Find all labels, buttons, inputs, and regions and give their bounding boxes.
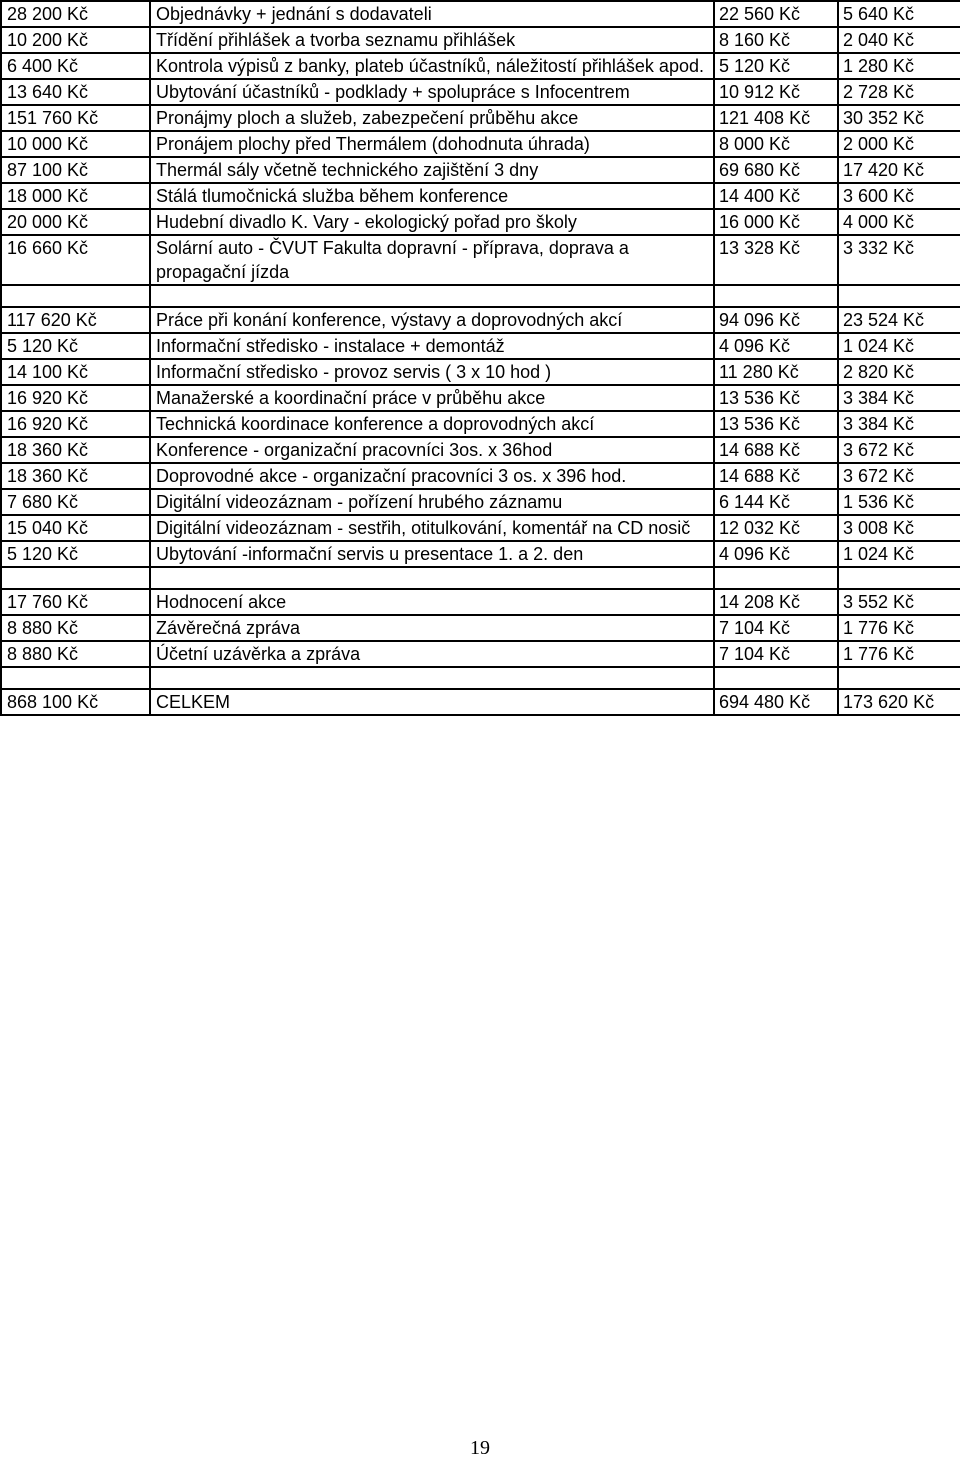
description-cell: Technická koordinace konference a doprovodných akcí — [150, 411, 714, 437]
table-row — [1, 689, 960, 715]
total-cell: 20 000 Kč — [1, 209, 150, 235]
total-cell — [1, 285, 150, 307]
table-row — [1, 489, 960, 515]
amount-b-cell: 5 640 Kč — [838, 1, 960, 27]
total-cell — [1, 667, 150, 689]
description-cell: Ubytování -informační servis u presentace 1. a 2. den — [150, 541, 714, 567]
amount-a-cell: 694 480 Kč — [714, 689, 838, 715]
table-row — [1, 589, 960, 615]
budget-table-body — [1, 1, 960, 715]
amount-b-cell: 3 008 Kč — [838, 515, 960, 541]
table-row — [1, 131, 960, 157]
total-cell: 15 040 Kč — [1, 515, 150, 541]
amount-a-cell: 22 560 Kč — [714, 1, 838, 27]
description-cell: Thermál sály včetně technického zajištění 3 dny — [150, 157, 714, 183]
total-cell: 7 680 Kč — [1, 489, 150, 515]
total-cell: 16 920 Kč — [1, 411, 150, 437]
amount-a-cell: 8 160 Kč — [714, 27, 838, 53]
description-cell — [150, 667, 714, 689]
amount-b-cell: 2 040 Kč — [838, 27, 960, 53]
amount-a-cell: 12 032 Kč — [714, 515, 838, 541]
page-number: 19 — [470, 1437, 490, 1459]
table-row — [1, 359, 960, 385]
total-cell: 6 400 Kč — [1, 53, 150, 79]
total-cell: 18 360 Kč — [1, 437, 150, 463]
total-cell: 8 880 Kč — [1, 615, 150, 641]
amount-b-cell: 3 332 Kč — [838, 235, 960, 285]
amount-a-cell: 7 104 Kč — [714, 641, 838, 667]
table-row — [1, 437, 960, 463]
description-cell: Práce při konání konference, výstavy a doprovodných akcí — [150, 307, 714, 333]
amount-b-cell: 3 600 Kč — [838, 183, 960, 209]
amount-a-cell — [714, 667, 838, 689]
description-cell: Kontrola výpisů z banky, plateb účastníků, náležitostí přihlášek apod. — [150, 53, 714, 79]
budget-table — [0, 0, 960, 716]
total-cell: 18 360 Kč — [1, 463, 150, 489]
table-row — [1, 27, 960, 53]
amount-a-cell: 14 400 Kč — [714, 183, 838, 209]
amount-b-cell: 1 024 Kč — [838, 541, 960, 567]
amount-b-cell: 1 776 Kč — [838, 615, 960, 641]
description-cell: Pronájmy ploch a služeb, zabezpečení průběhu akce — [150, 105, 714, 131]
amount-b-cell: 17 420 Kč — [838, 157, 960, 183]
total-cell: 16 920 Kč — [1, 385, 150, 411]
table-row — [1, 307, 960, 333]
description-cell: Třídění přihlášek a tvorba seznamu přihlášek — [150, 27, 714, 53]
amount-a-cell: 5 120 Kč — [714, 53, 838, 79]
total-cell: 151 760 Kč — [1, 105, 150, 131]
amount-a-cell: 4 096 Kč — [714, 333, 838, 359]
total-cell: 8 880 Kč — [1, 641, 150, 667]
description-cell: Pronájem plochy před Thermálem (dohodnuta úhrada) — [150, 131, 714, 157]
total-cell: 5 120 Kč — [1, 333, 150, 359]
table-row — [1, 209, 960, 235]
amount-a-cell: 121 408 Kč — [714, 105, 838, 131]
description-cell: CELKEM — [150, 689, 714, 715]
description-cell: Informační středisko - provoz servis ( 3 x 10 hod ) — [150, 359, 714, 385]
amount-a-cell: 4 096 Kč — [714, 541, 838, 567]
description-cell: Informační středisko - instalace + demontáž — [150, 333, 714, 359]
amount-b-cell — [838, 567, 960, 589]
amount-a-cell: 13 328 Kč — [714, 235, 838, 285]
amount-a-cell: 14 688 Kč — [714, 463, 838, 489]
table-row — [1, 157, 960, 183]
amount-b-cell: 1 024 Kč — [838, 333, 960, 359]
amount-b-cell: 30 352 Kč — [838, 105, 960, 131]
description-cell: Hudební divadlo K. Vary - ekologický pořad pro školy — [150, 209, 714, 235]
total-cell: 16 660 Kč — [1, 235, 150, 285]
amount-b-cell: 1 280 Kč — [838, 53, 960, 79]
amount-a-cell: 16 000 Kč — [714, 209, 838, 235]
table-row — [1, 411, 960, 437]
table-row — [1, 567, 960, 589]
amount-b-cell — [838, 285, 960, 307]
table-row — [1, 235, 960, 285]
total-cell: 5 120 Kč — [1, 541, 150, 567]
amount-b-cell: 3 552 Kč — [838, 589, 960, 615]
amount-a-cell: 94 096 Kč — [714, 307, 838, 333]
table-row — [1, 333, 960, 359]
total-cell: 13 640 Kč — [1, 79, 150, 105]
table-row — [1, 105, 960, 131]
table-row — [1, 285, 960, 307]
amount-b-cell: 2 820 Kč — [838, 359, 960, 385]
table-row — [1, 1, 960, 27]
amount-a-cell: 13 536 Kč — [714, 411, 838, 437]
description-cell: Ubytování účastníků - podklady + spolupráce s Infocentrem — [150, 79, 714, 105]
amount-b-cell: 1 536 Kč — [838, 489, 960, 515]
description-cell: Stálá tlumočnická služba během konference — [150, 183, 714, 209]
table-row — [1, 79, 960, 105]
total-cell: 10 000 Kč — [1, 131, 150, 157]
amount-a-cell: 14 688 Kč — [714, 437, 838, 463]
amount-b-cell: 2 000 Kč — [838, 131, 960, 157]
amount-b-cell: 3 384 Kč — [838, 385, 960, 411]
total-cell: 10 200 Kč — [1, 27, 150, 53]
description-cell: Objednávky + jednání s dodavateli — [150, 1, 714, 27]
amount-a-cell: 13 536 Kč — [714, 385, 838, 411]
amount-b-cell: 2 728 Kč — [838, 79, 960, 105]
total-cell: 14 100 Kč — [1, 359, 150, 385]
amount-b-cell: 1 776 Kč — [838, 641, 960, 667]
table-row — [1, 515, 960, 541]
description-cell: Manažerské a koordinační práce v průběhu akce — [150, 385, 714, 411]
amount-a-cell: 10 912 Kč — [714, 79, 838, 105]
amount-b-cell: 173 620 Kč — [838, 689, 960, 715]
table-row — [1, 641, 960, 667]
total-cell: 17 760 Kč — [1, 589, 150, 615]
amount-a-cell: 11 280 Kč — [714, 359, 838, 385]
description-cell: Závěrečná zpráva — [150, 615, 714, 641]
amount-b-cell: 4 000 Kč — [838, 209, 960, 235]
table-row — [1, 385, 960, 411]
amount-a-cell — [714, 285, 838, 307]
total-cell: 28 200 Kč — [1, 1, 150, 27]
description-cell: Doprovodné akce - organizační pracovníci 3 os. x 396 hod. — [150, 463, 714, 489]
amount-b-cell: 23 524 Kč — [838, 307, 960, 333]
amount-b-cell — [838, 667, 960, 689]
amount-a-cell: 7 104 Kč — [714, 615, 838, 641]
total-cell: 18 000 Kč — [1, 183, 150, 209]
amount-b-cell: 3 672 Kč — [838, 463, 960, 489]
description-cell: Účetní uzávěrka a zpráva — [150, 641, 714, 667]
description-cell: Konference - organizační pracovníci 3os. x 36hod — [150, 437, 714, 463]
table-row — [1, 541, 960, 567]
amount-a-cell: 69 680 Kč — [714, 157, 838, 183]
description-cell: Hodnocení akce — [150, 589, 714, 615]
table-row — [1, 183, 960, 209]
total-cell — [1, 567, 150, 589]
table-row — [1, 463, 960, 489]
amount-a-cell: 14 208 Kč — [714, 589, 838, 615]
amount-a-cell — [714, 567, 838, 589]
total-cell: 868 100 Kč — [1, 689, 150, 715]
total-cell: 117 620 Kč — [1, 307, 150, 333]
table-row — [1, 667, 960, 689]
amount-a-cell: 8 000 Kč — [714, 131, 838, 157]
description-cell: Digitální videozáznam - pořízení hrubého záznamu — [150, 489, 714, 515]
total-cell: 87 100 Kč — [1, 157, 150, 183]
description-cell — [150, 567, 714, 589]
description-cell — [150, 285, 714, 307]
amount-b-cell: 3 384 Kč — [838, 411, 960, 437]
description-cell: Solární auto - ČVUT Fakulta dopravní - příprava, doprava a propagační jízda — [150, 235, 714, 285]
table-row — [1, 615, 960, 641]
amount-b-cell: 3 672 Kč — [838, 437, 960, 463]
description-cell: Digitální videozáznam - sestřih, otitulkování, komentář na CD nosič — [150, 515, 714, 541]
table-row — [1, 53, 960, 79]
amount-a-cell: 6 144 Kč — [714, 489, 838, 515]
